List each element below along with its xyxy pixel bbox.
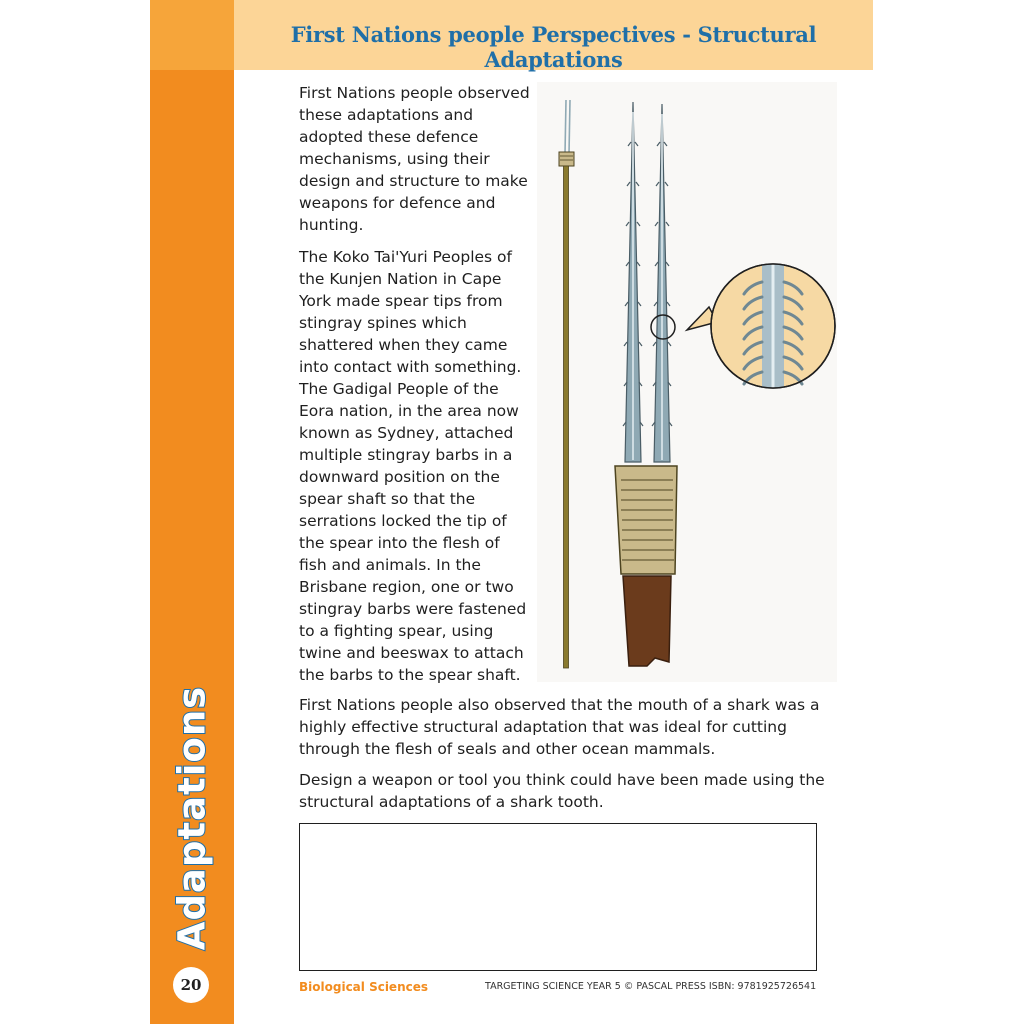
stingray-barbs-icon <box>615 102 677 666</box>
paragraph-3: First Nations people also observed that the mouth of a shark was a highly effective structural adaptation that was ideal for cutting through the flesh of seals and other ocean mammals. <box>299 696 820 758</box>
paragraph-4-block <box>299 769 829 813</box>
paragraph-3-block <box>299 694 829 760</box>
spear-illustration <box>537 82 837 682</box>
paragraph-2: The Koko Tai'Yuri Peoples of the Kunjen Nation in Cape York made spear tips from stingray spines which shattered when they came into contact with something. The Gadigal People of the Eora nation, in the area now known as Sydney, attached multiple stingray barbs in a downward position on the spear shaft so that the serrations locked the tip of the spear into the flesh of fish and animals. In the Brisbane region, one or two stingray barbs were fastened to a fighting spear, using twine and beeswax to attach the barbs to the spear shaft. <box>299 248 527 684</box>
magnified-serration-callout-icon <box>687 264 835 388</box>
intro-text-column <box>299 82 531 696</box>
spear-icon <box>559 100 574 668</box>
footer-publication-info: TARGETING SCIENCE YEAR 5 © PASCAL PRESS ISBN: 9781925726541 <box>485 981 817 992</box>
design-answer-box[interactable] <box>299 823 817 971</box>
paragraph-1: First Nations people observed these adaptations and adopted these defence mechanisms, using their design and structure to make weapons for defence and hunting. <box>299 84 530 234</box>
section-vertical-title: Adaptations <box>170 685 214 951</box>
paragraph-4: Design a weapon or tool you think could have been made using the structural adaptations of a shark tooth. <box>299 771 825 811</box>
page-title: First Nations people Perspectives - Structural Adaptations <box>290 22 817 72</box>
sidebar-top-band <box>150 0 234 70</box>
page-number: 20 <box>173 967 209 1003</box>
footer-section-label: Biological Sciences <box>299 980 429 994</box>
